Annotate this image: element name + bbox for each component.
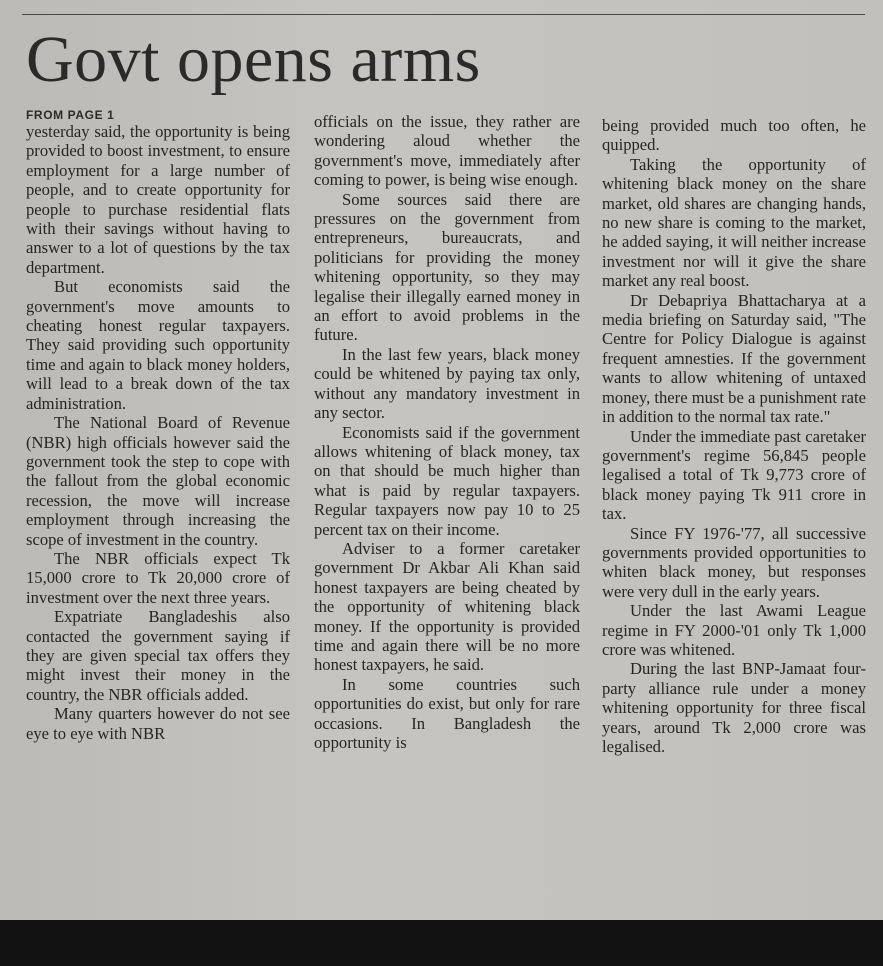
paragraph: Since FY 1976-'77, all successive governments provided opportunities to whiten black money, but responses were very dull in the early years. xyxy=(602,523,866,601)
paragraph: yesterday said, the opportunity is being provided to boost investment, to ensure employment for a large number of people, and to create opportunity for people to purchase residential flats with their savings without having to answer to a lot of questions by the tax department. xyxy=(26,122,290,277)
paragraph: In the last few years, black money could be whitened by paying tax only, without any mandatory investment in any sector. xyxy=(314,344,580,423)
paragraph: Some sources said there are pressures on the government from entrepreneurs, bureaucrats, and politicians for providing the money whitening opportunity, so they may legalise their illegally earned money in an effort to avoid problems in the future. xyxy=(314,189,580,345)
paragraph: Adviser to a former caretaker government Dr Akbar Ali Khan said honest taxpayers are being cheated by the opportunity of whitening black money. If the opportunity is provided time and again there will be no more honest taxpayers, he said. xyxy=(314,538,580,675)
article-column-3 xyxy=(602,116,866,756)
paragraph: Expatriate Bangladeshis also contacted the government saying if they are given special tax offers they might invest their money in the country, the NBR officials added. xyxy=(26,607,290,704)
paragraph: The National Board of Revenue (NBR) high officials however said the government took the step to cope with the fallout from the global economic recession, the move will increase employment through increasing the scope of investment in the country. xyxy=(26,413,290,549)
paragraph: But economists said the government's move amounts to cheating honest regular taxpayers. They said providing such opportunity time and again to black money holders, will lead to a break down of the tax administration. xyxy=(26,277,290,413)
paragraph: being provided much too often, he quipped. xyxy=(602,116,866,155)
paragraph: Many quarters however do not see eye to eye with NBR xyxy=(26,704,290,743)
top-rule xyxy=(22,14,865,15)
paragraph: In some countries such opportunities do exist, but only for rare occasions. In Bangladesh the opportunity is xyxy=(314,674,580,752)
article-column-2 xyxy=(314,112,580,752)
paragraph: Dr Debapriya Bhattacharya at a media briefing on Saturday said, "The Centre for Policy Dialogue is against frequent amnesties. If the government wants to allow whitening of untaxed money, there must be a punishment rate in addition to the normal tax rate." xyxy=(602,290,866,427)
headline: Govt opens arms xyxy=(26,23,481,96)
paragraph: During the last BNP-Jamaat four-party alliance rule under a money whitening opportunity for three fiscal years, around Tk 2,000 crore was legalised. xyxy=(602,659,866,756)
paragraph: Under the last Awami League regime in FY 2000-'01 only Tk 1,000 crore was whitened. xyxy=(602,601,866,659)
article-column-1 xyxy=(26,108,290,743)
paragraph: officials on the issue, they rather are wondering aloud whether the government's move, immediately after coming to power, is being wise enough. xyxy=(314,112,580,190)
paragraph: The NBR officials expect Tk 15,000 crore to Tk 20,000 crore of investment over the next three years. xyxy=(26,548,290,607)
jump-label: FROM PAGE 1 xyxy=(26,108,115,122)
paragraph: Economists said if the government allows whitening of black money, tax on that should be much higher than what is paid by regular taxpayers. Regular taxpayers now pay 10 to 25 percent tax on their income. xyxy=(314,422,580,539)
paragraph: Taking the opportunity of whitening black money on the share market, old shares are changing hands, no new share is coming to the market, he added saying, it will neither increase investment nor will it give the share market any real boost. xyxy=(602,154,866,291)
paragraph: Under the immediate past caretaker government's regime 56,845 people legalised a total of Tk 9,773 crore of black money paying Tk 911 crore in tax. xyxy=(602,426,866,524)
scan-background xyxy=(0,920,883,966)
